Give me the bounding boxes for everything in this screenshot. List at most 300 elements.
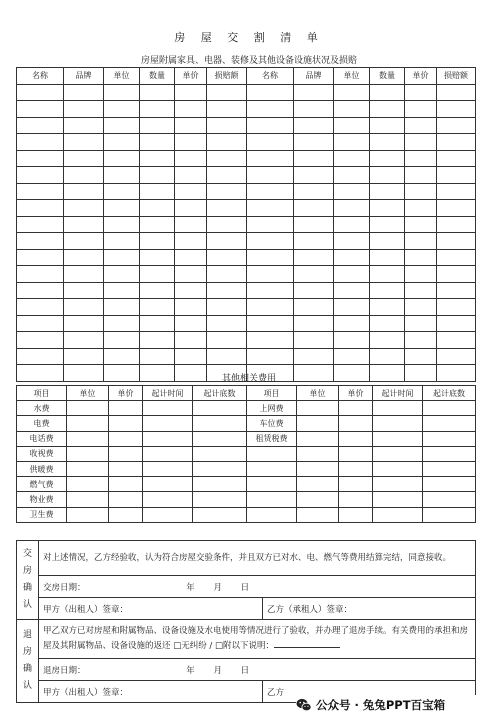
table-cell[interactable] [104, 134, 140, 151]
table-cell[interactable] [437, 299, 476, 316]
table-cell[interactable] [437, 183, 476, 200]
table-cell[interactable] [294, 150, 334, 167]
fees-table [16, 385, 476, 523]
table-cell[interactable] [140, 216, 175, 233]
table-cell[interactable] [247, 446, 297, 461]
table-cell[interactable] [64, 266, 104, 283]
table-cell[interactable] [294, 183, 334, 200]
column-header: 名称 [247, 68, 294, 85]
column-header: 起计底数 [193, 386, 247, 401]
table-cell[interactable] [339, 416, 373, 431]
table-cell[interactable] [109, 492, 143, 507]
table-cell[interactable] [373, 401, 423, 416]
table-cell[interactable] [64, 299, 104, 316]
table-cell[interactable] [339, 446, 373, 461]
table-cell[interactable] [17, 167, 64, 184]
table-cell[interactable] [405, 233, 437, 250]
table-cell[interactable] [17, 84, 64, 101]
table-cell[interactable] [423, 477, 476, 492]
table-cell[interactable] [247, 249, 294, 266]
table-cell[interactable] [334, 216, 370, 233]
table-cell[interactable] [143, 401, 193, 416]
table-cell[interactable] [294, 315, 334, 332]
table-cell[interactable] [17, 200, 64, 217]
table-cell[interactable] [140, 348, 175, 365]
table-cell[interactable] [423, 492, 476, 507]
table-cell[interactable] [373, 446, 423, 461]
table-cell[interactable] [207, 315, 247, 332]
table-cell[interactable] [423, 431, 476, 446]
table-cell[interactable] [370, 84, 405, 101]
table-cell[interactable] [175, 249, 207, 266]
table-cell[interactable] [109, 477, 143, 492]
table-cell[interactable] [247, 233, 294, 250]
table-cell[interactable] [247, 492, 297, 507]
table-cell[interactable] [17, 134, 64, 151]
table-cell[interactable] [437, 216, 476, 233]
table-cell[interactable] [370, 134, 405, 151]
table-cell[interactable] [193, 401, 247, 416]
table-cell[interactable] [297, 446, 339, 461]
table-cell[interactable] [207, 167, 247, 184]
table-cell[interactable] [247, 117, 294, 134]
table-cell[interactable] [405, 183, 437, 200]
table-cell[interactable] [247, 315, 294, 332]
table-cell[interactable] [207, 216, 247, 233]
table-cell[interactable] [143, 431, 193, 446]
return-party-b-signature: 乙方 [263, 681, 476, 703]
table-cell[interactable] [175, 167, 207, 184]
table-cell[interactable] [334, 200, 370, 217]
table-cell[interactable] [334, 150, 370, 167]
table-cell[interactable] [339, 401, 373, 416]
table-cell[interactable] [373, 492, 423, 507]
column-header: 数量 [140, 68, 175, 85]
table-cell[interactable] [294, 249, 334, 266]
table-cell[interactable] [437, 315, 476, 332]
table-cell[interactable] [140, 167, 175, 184]
table-cell[interactable] [64, 84, 104, 101]
table-cell[interactable] [207, 282, 247, 299]
table-cell[interactable] [334, 134, 370, 151]
table-cell[interactable] [339, 461, 373, 476]
fee-item-label: 水费 [17, 401, 67, 416]
table-cell[interactable] [297, 477, 339, 492]
table-cell[interactable] [247, 101, 294, 118]
table-cell[interactable] [373, 416, 423, 431]
table-row [17, 150, 476, 167]
table-cell[interactable] [405, 266, 437, 283]
table-cell[interactable] [17, 117, 64, 134]
table-cell[interactable] [334, 249, 370, 266]
table-cell[interactable] [370, 282, 405, 299]
table-cell[interactable] [64, 249, 104, 266]
table-header-row [17, 386, 476, 401]
table-cell[interactable] [17, 249, 64, 266]
table-row [17, 117, 476, 134]
table-cell[interactable] [140, 117, 175, 134]
table-cell[interactable] [247, 282, 294, 299]
table-cell[interactable] [405, 282, 437, 299]
table-cell[interactable] [67, 416, 109, 431]
table-cell[interactable] [247, 477, 297, 492]
table-cell[interactable] [140, 282, 175, 299]
table-cell[interactable] [297, 461, 339, 476]
table-cell[interactable] [247, 461, 297, 476]
table-cell[interactable] [294, 266, 334, 283]
table-cell[interactable] [339, 431, 373, 446]
table-cell[interactable] [423, 507, 476, 522]
table-cell[interactable] [17, 332, 64, 349]
table-cell[interactable] [143, 416, 193, 431]
table-cell[interactable] [140, 150, 175, 167]
column-header: 单位 [334, 68, 370, 85]
table-cell[interactable] [104, 150, 140, 167]
table-cell[interactable] [104, 348, 140, 365]
table-cell[interactable] [339, 492, 373, 507]
table-cell[interactable] [207, 117, 247, 134]
table-cell[interactable] [370, 117, 405, 134]
table-cell[interactable] [437, 101, 476, 118]
table-cell[interactable] [334, 282, 370, 299]
table-cell[interactable] [143, 477, 193, 492]
table-cell[interactable] [207, 266, 247, 283]
table-cell[interactable] [67, 477, 109, 492]
table-cell[interactable] [207, 84, 247, 101]
table-cell[interactable] [207, 299, 247, 316]
table-cell[interactable] [64, 315, 104, 332]
table-cell[interactable] [423, 416, 476, 431]
table-cell[interactable] [140, 266, 175, 283]
table-cell[interactable] [17, 315, 64, 332]
table-cell[interactable] [104, 101, 140, 118]
table-cell[interactable] [247, 332, 294, 349]
column-header: 单位 [67, 386, 109, 401]
table-cell[interactable] [175, 200, 207, 217]
wechat-icon [296, 698, 312, 712]
table-cell[interactable] [104, 216, 140, 233]
table-cell[interactable] [175, 101, 207, 118]
table-cell[interactable] [370, 266, 405, 283]
column-header: 单价 [175, 68, 207, 85]
table-cell[interactable] [143, 507, 193, 522]
table-cell[interactable] [17, 299, 64, 316]
table-cell[interactable] [373, 507, 423, 522]
table-cell[interactable] [104, 84, 140, 101]
table-row [17, 299, 476, 316]
table-cell[interactable] [104, 282, 140, 299]
table-cell[interactable] [109, 507, 143, 522]
table-cell[interactable] [207, 332, 247, 349]
table-cell[interactable] [207, 233, 247, 250]
table-cell[interactable] [339, 507, 373, 522]
table-cell[interactable] [247, 134, 294, 151]
table-cell[interactable] [67, 461, 109, 476]
table-cell[interactable] [67, 507, 109, 522]
table-cell[interactable] [109, 446, 143, 461]
table-cell[interactable] [64, 332, 104, 349]
table-cell[interactable] [405, 101, 437, 118]
table-cell[interactable] [247, 150, 294, 167]
table-cell[interactable] [405, 84, 437, 101]
table-cell[interactable] [334, 315, 370, 332]
table-cell[interactable] [64, 282, 104, 299]
table-cell[interactable] [437, 233, 476, 250]
table-cell[interactable] [370, 216, 405, 233]
table-cell[interactable] [193, 431, 247, 446]
table-cell[interactable] [405, 167, 437, 184]
table-cell[interactable] [297, 431, 339, 446]
table-cell[interactable] [405, 315, 437, 332]
table-cell[interactable] [370, 101, 405, 118]
table-cell[interactable] [370, 233, 405, 250]
table-cell[interactable] [373, 431, 423, 446]
table-cell[interactable] [67, 492, 109, 507]
table-cell[interactable] [17, 282, 64, 299]
table-cell[interactable] [64, 233, 104, 250]
table-cell[interactable] [175, 282, 207, 299]
table-cell[interactable] [247, 348, 294, 365]
table-cell[interactable] [17, 233, 64, 250]
table-cell[interactable] [175, 183, 207, 200]
table-cell[interactable] [370, 167, 405, 184]
document-title: 房 屋 交 割 清 单 [174, 31, 324, 44]
table-cell[interactable] [104, 332, 140, 349]
table-row [17, 431, 476, 446]
table-cell[interactable] [437, 200, 476, 217]
table-cell[interactable] [334, 183, 370, 200]
table-cell[interactable] [405, 200, 437, 217]
table-cell[interactable] [104, 315, 140, 332]
column-header: 单价 [405, 68, 437, 85]
table-cell[interactable] [294, 134, 334, 151]
table-cell[interactable] [370, 200, 405, 217]
table-cell[interactable] [175, 332, 207, 349]
table-cell[interactable] [405, 299, 437, 316]
table-cell[interactable] [207, 348, 247, 365]
table-cell[interactable] [143, 461, 193, 476]
table-cell[interactable] [104, 249, 140, 266]
table-cell[interactable] [109, 401, 143, 416]
table-cell[interactable] [175, 348, 207, 365]
table-cell[interactable] [193, 446, 247, 461]
table-cell[interactable] [294, 101, 334, 118]
table-cell[interactable] [247, 84, 294, 101]
table-cell[interactable] [294, 117, 334, 134]
table-cell[interactable] [207, 183, 247, 200]
table-cell[interactable] [247, 507, 297, 522]
table-cell[interactable] [64, 167, 104, 184]
table-cell[interactable] [175, 84, 207, 101]
table-cell[interactable] [104, 183, 140, 200]
table-cell[interactable] [297, 507, 339, 522]
table-cell[interactable] [294, 348, 334, 365]
table-cell[interactable] [17, 216, 64, 233]
table-cell[interactable] [437, 249, 476, 266]
table-cell[interactable] [423, 401, 476, 416]
table-cell[interactable] [334, 266, 370, 283]
table-cell[interactable] [140, 299, 175, 316]
table-cell[interactable] [207, 249, 247, 266]
table-cell[interactable] [437, 150, 476, 167]
table-cell[interactable] [405, 150, 437, 167]
table-cell[interactable] [294, 84, 334, 101]
table-cell[interactable] [373, 477, 423, 492]
table-cell[interactable] [405, 348, 437, 365]
table-cell[interactable] [247, 183, 294, 200]
table-cell[interactable] [140, 332, 175, 349]
table-cell[interactable] [64, 183, 104, 200]
table-cell[interactable] [175, 117, 207, 134]
table-cell[interactable] [423, 461, 476, 476]
table-cell[interactable] [207, 150, 247, 167]
table-cell[interactable] [193, 461, 247, 476]
table-cell[interactable] [294, 299, 334, 316]
table-cell[interactable] [334, 332, 370, 349]
table-cell[interactable] [17, 183, 64, 200]
table-cell[interactable] [175, 299, 207, 316]
table-cell[interactable] [437, 348, 476, 365]
table-cell[interactable] [109, 416, 143, 431]
fee-item-label: 上网费 [247, 401, 297, 416]
table-cell[interactable] [104, 167, 140, 184]
table-cell[interactable] [175, 216, 207, 233]
table-cell[interactable] [109, 461, 143, 476]
table-cell[interactable] [370, 315, 405, 332]
table-cell[interactable] [247, 299, 294, 316]
table-cell[interactable] [247, 167, 294, 184]
table-cell[interactable] [437, 117, 476, 134]
table-cell[interactable] [334, 233, 370, 250]
table-cell[interactable] [193, 507, 247, 522]
table-cell[interactable] [193, 477, 247, 492]
table-cell[interactable] [334, 117, 370, 134]
table-row [17, 348, 476, 365]
table-cell[interactable] [64, 117, 104, 134]
table-cell[interactable] [297, 416, 339, 431]
table-cell[interactable] [437, 266, 476, 283]
table-cell[interactable] [370, 332, 405, 349]
table-cell[interactable] [175, 134, 207, 151]
table-cell[interactable] [207, 200, 247, 217]
table-cell[interactable] [64, 134, 104, 151]
table-cell[interactable] [334, 167, 370, 184]
table-cell[interactable] [193, 492, 247, 507]
fee-item-label: 物业费 [17, 492, 67, 507]
column-header: 损赔额 [207, 68, 247, 85]
table-cell[interactable] [405, 134, 437, 151]
table-cell[interactable] [17, 101, 64, 118]
table-cell[interactable] [370, 348, 405, 365]
table-cell[interactable] [64, 348, 104, 365]
table-cell[interactable] [405, 332, 437, 349]
table-cell[interactable] [64, 101, 104, 118]
table-cell[interactable] [64, 150, 104, 167]
table-cell[interactable] [140, 233, 175, 250]
table-cell[interactable] [17, 150, 64, 167]
table-cell[interactable] [437, 282, 476, 299]
table-row [17, 492, 476, 507]
table-cell[interactable] [370, 183, 405, 200]
table-cell[interactable] [437, 332, 476, 349]
table-cell[interactable] [104, 266, 140, 283]
table-cell[interactable] [67, 446, 109, 461]
table-cell[interactable] [140, 84, 175, 101]
table-cell[interactable] [334, 348, 370, 365]
table-cell[interactable] [334, 84, 370, 101]
table-cell[interactable] [17, 348, 64, 365]
table-cell[interactable] [64, 200, 104, 217]
table-cell[interactable] [405, 216, 437, 233]
table-cell[interactable] [294, 200, 334, 217]
table-cell[interactable] [143, 492, 193, 507]
table-cell[interactable] [405, 117, 437, 134]
table-header-row [17, 68, 476, 85]
table-cell[interactable] [423, 446, 476, 461]
table-cell[interactable] [247, 266, 294, 283]
table-row [17, 461, 476, 476]
table-cell[interactable] [370, 150, 405, 167]
table-cell[interactable] [17, 266, 64, 283]
table-cell[interactable] [294, 282, 334, 299]
table-cell[interactable] [140, 249, 175, 266]
table-cell[interactable] [370, 249, 405, 266]
table-cell[interactable] [405, 249, 437, 266]
table-cell[interactable] [437, 167, 476, 184]
table-cell[interactable] [104, 200, 140, 217]
table-cell[interactable] [193, 416, 247, 431]
table-cell[interactable] [104, 299, 140, 316]
table-cell[interactable] [437, 84, 476, 101]
table-cell[interactable] [207, 134, 247, 151]
table-cell[interactable] [437, 134, 476, 151]
table-cell[interactable] [294, 216, 334, 233]
table-cell[interactable] [140, 315, 175, 332]
table-cell[interactable] [109, 431, 143, 446]
return-date-row: 退房日期： 年 月 日 [39, 659, 476, 681]
table-cell[interactable] [67, 431, 109, 446]
table-cell[interactable] [64, 216, 104, 233]
table-cell[interactable] [373, 461, 423, 476]
table-cell[interactable] [175, 150, 207, 167]
table-cell[interactable] [247, 200, 294, 217]
table-cell[interactable] [140, 183, 175, 200]
table-cell[interactable] [104, 233, 140, 250]
table-cell[interactable] [294, 233, 334, 250]
table-cell[interactable] [339, 477, 373, 492]
table-cell[interactable] [143, 446, 193, 461]
table-cell[interactable] [104, 117, 140, 134]
table-cell[interactable] [247, 216, 294, 233]
table-cell[interactable] [140, 101, 175, 118]
table-cell[interactable] [175, 266, 207, 283]
table-cell[interactable] [140, 200, 175, 217]
table-cell[interactable] [67, 401, 109, 416]
handover-side-label: 交 房 确 认 [17, 541, 39, 620]
table-cell[interactable] [297, 401, 339, 416]
table-cell[interactable] [334, 101, 370, 118]
table-cell[interactable] [175, 315, 207, 332]
table-cell[interactable] [294, 167, 334, 184]
table-cell[interactable] [140, 134, 175, 151]
table-cell[interactable] [175, 233, 207, 250]
table-cell[interactable] [334, 299, 370, 316]
table-cell[interactable] [294, 332, 334, 349]
table-cell[interactable] [370, 299, 405, 316]
table-cell[interactable] [297, 492, 339, 507]
column-header: 项目 [17, 386, 67, 401]
table-cell[interactable] [207, 101, 247, 118]
